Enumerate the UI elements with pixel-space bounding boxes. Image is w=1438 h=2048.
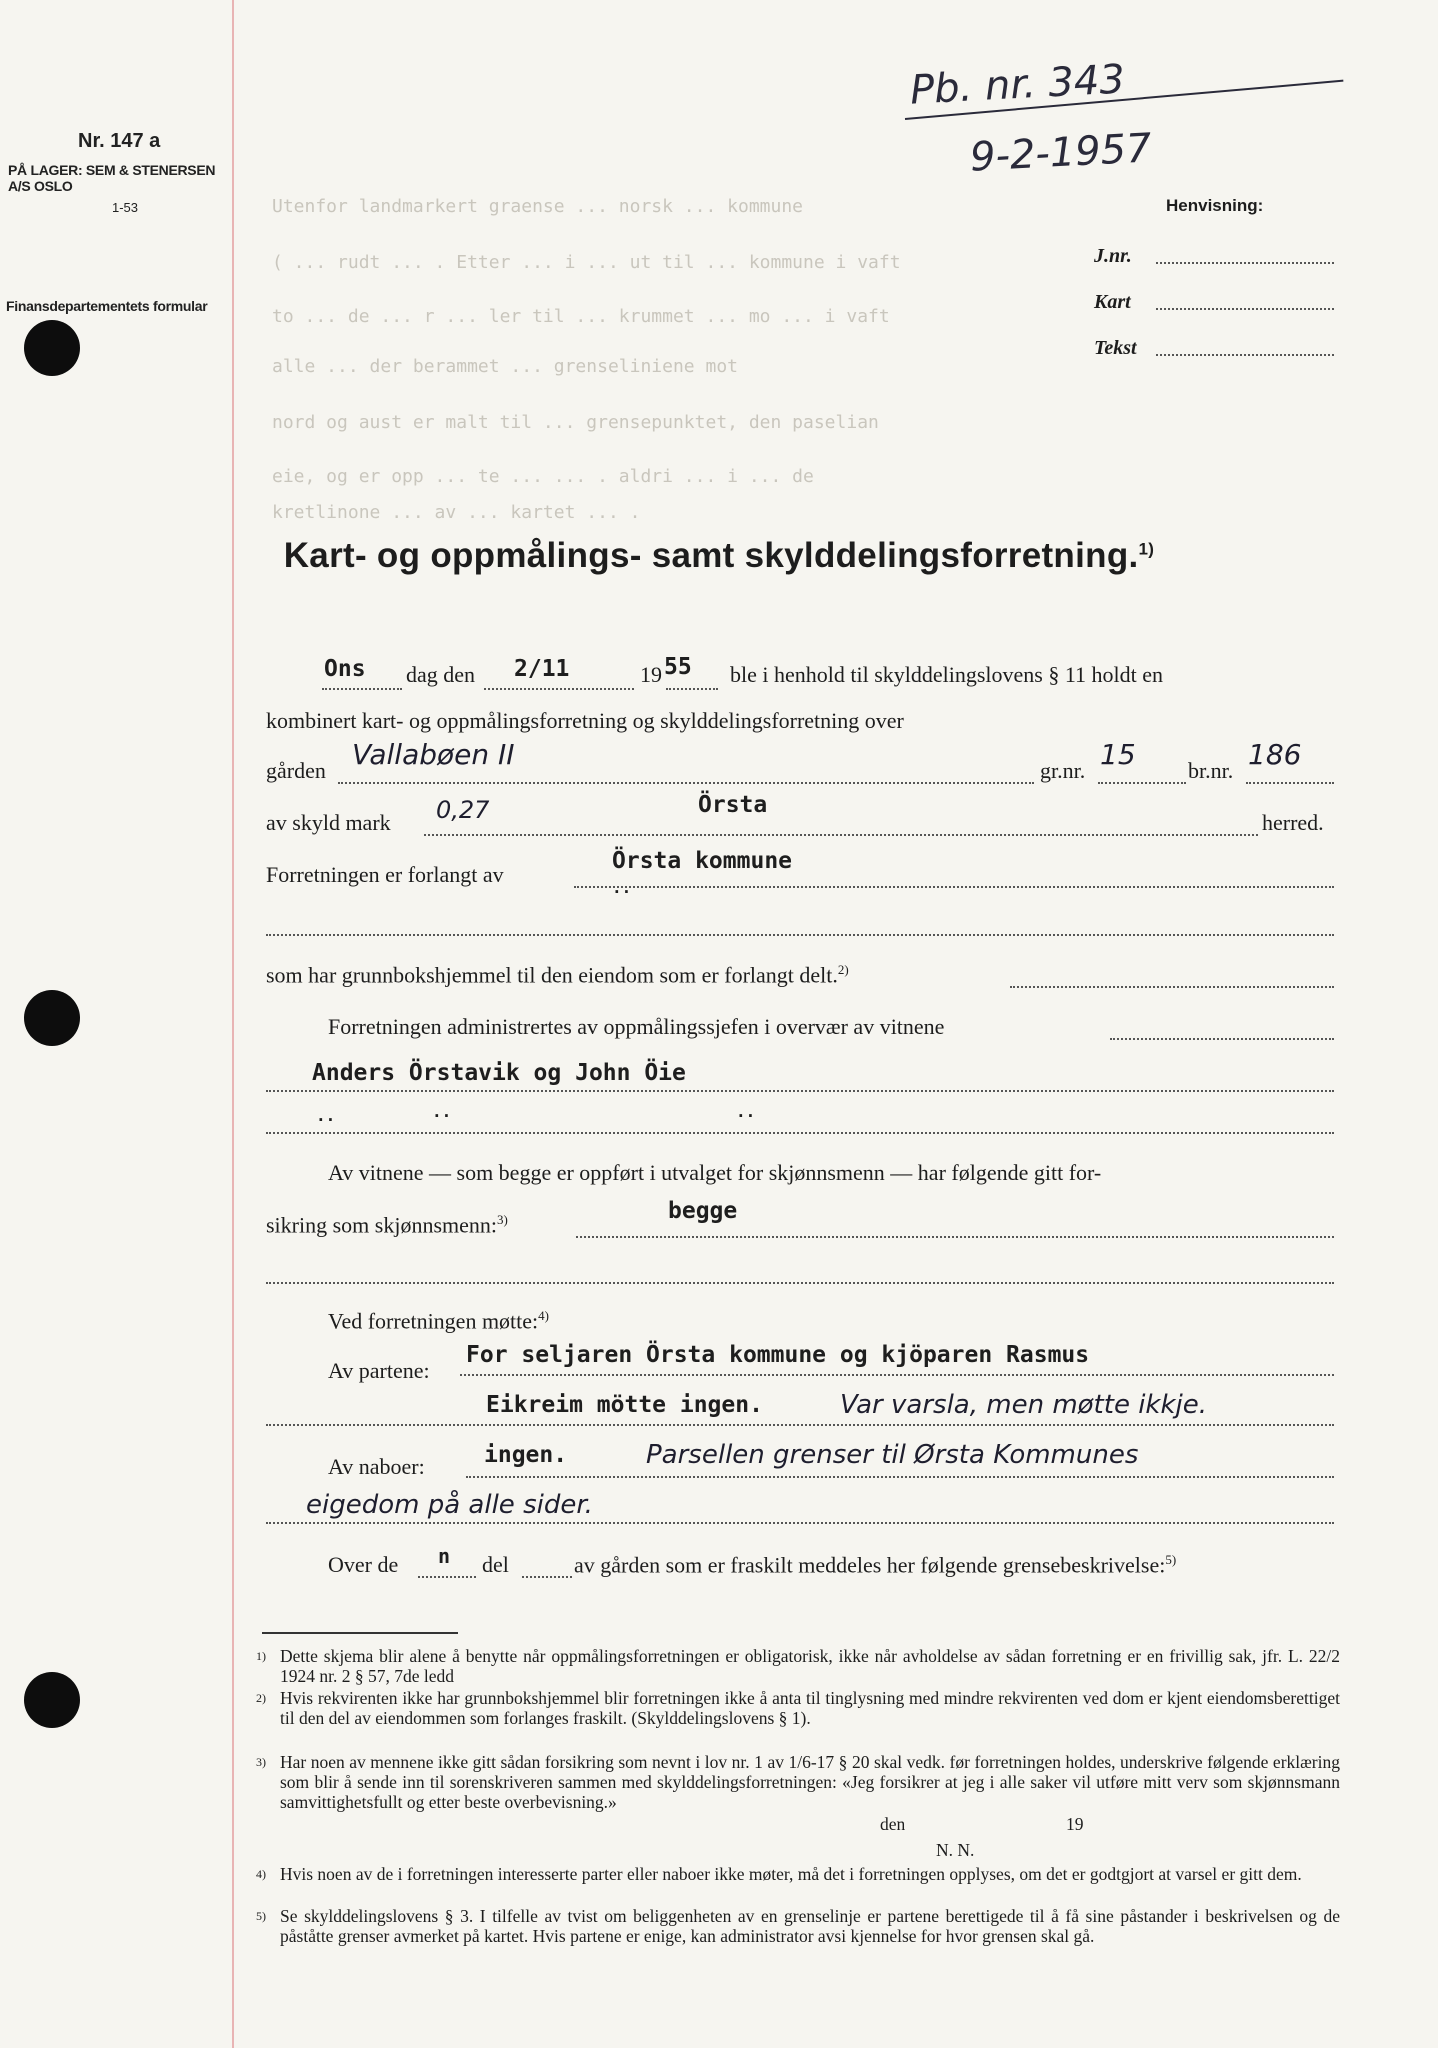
grnr-label: gr.nr. (1040, 758, 1086, 783)
ref-kart-label: Kart (1094, 291, 1131, 313)
forlangt-dots-2 (266, 934, 1334, 936)
vitner-value: Anders Örstavik og John Öie (312, 1060, 686, 1086)
ref-jnr-row (1094, 238, 1334, 268)
partene-label: Av partene: (328, 1358, 430, 1383)
forlangt-label: Forretningen er forlangt av (266, 862, 504, 887)
over-label: Over de (328, 1552, 399, 1577)
brnr-label: br.nr. (1188, 758, 1234, 783)
footnote (256, 1906, 1340, 1970)
skyld-dots (424, 834, 1258, 836)
grnr-dots (1098, 782, 1186, 784)
footnote-text: Har noen av mennene ikke gitt sådan forsikring som nevnt i lov nr. 1 av 1/6-17 § 20 skal vedk. før forretningen holdes, underskrive følgende erklæring som blir å sende inn til sorenskriveren sammen med skylddelingsforretningen: «Jeg forsikrer at jeg i alle saker vil utføre mitt verv som skjønnsmann samvittighetsfullt og etter beste overbevisning.» (280, 1752, 1340, 1812)
herred-label: herred. (1262, 810, 1324, 835)
over-rest-text: av gården som er fraskilt meddeles her følgende grensebeskrivelse: (574, 1552, 1166, 1578)
dag-den-label: dag den (406, 662, 476, 687)
brnr-value: 186 (1248, 738, 1302, 771)
footnote-number: 1) (256, 1649, 266, 1663)
partene-line1: For seljaren Örsta kommune og kjöparen Rasmus (466, 1342, 1090, 1368)
title-text: Kart- og oppmålings- samt skylddelingsforretning. (283, 536, 1139, 575)
punch-hole (24, 320, 80, 376)
garden-value: Vallabøen II (352, 738, 515, 771)
weekday-value: Ons (324, 656, 366, 682)
garden-dots (338, 782, 1034, 784)
partene-hw: Var varsla, men møtte ikkje. (840, 1390, 1208, 1420)
ref-jnr-dots (1156, 262, 1334, 264)
year-prefix: 19 (640, 662, 662, 687)
forsikring-line2 (266, 1212, 508, 1238)
footnote (256, 1688, 1340, 1752)
forlangt-ditto: .. (612, 878, 632, 897)
forsikring-line1: Av vitnene — som begge er oppført i utvalget for skjønnsmenn — har følgende gitt for- (328, 1160, 1102, 1185)
naboer-dots-2 (266, 1522, 1334, 1524)
naboer-hw2: eigedom på alle sider. (306, 1490, 593, 1520)
footnote-number: 2) (256, 1691, 266, 1705)
form-date: 1-53 (112, 200, 139, 215)
partene-dots (460, 1374, 1334, 1376)
footnote-number: 3) (256, 1755, 266, 1769)
herred-value: Örsta (698, 792, 768, 818)
year-dots (666, 688, 718, 690)
ref-kart-dots (1156, 308, 1334, 310)
ghost-text-line: Utenfor landmarkert graense ... norsk ... kommune (272, 196, 804, 217)
del-dots (522, 1576, 572, 1578)
forlangt-value: Örsta kommune (612, 848, 793, 874)
date-value: 2/11 (514, 656, 570, 682)
partene-line2: Eikreim mötte ingen. (486, 1392, 763, 1418)
ghost-text-line: eie, og er opp ... te ... ... . aldri ... i ... de (272, 466, 814, 487)
title-footnote-mark: 1) (1138, 539, 1155, 559)
motte-mark: 4) (538, 1308, 550, 1323)
form-number: Nr. 147 a (78, 130, 161, 152)
ghost-text-line: ( ... rudt ... . Etter ... i ... ut til ... kommune i vaft (272, 252, 901, 273)
reference-title: Henvisning: (1166, 196, 1264, 215)
publisher-line: PÅ LAGER: SEM & STENERSEN A/S OSLO (8, 162, 216, 194)
punch-hole (24, 990, 80, 1046)
footnote (256, 1752, 1340, 1862)
ghost-text-line: kretlinone ... av ... kartet ... . (272, 502, 641, 523)
ref-tekst-row (1094, 330, 1334, 360)
skyld-label: av skyld mark (266, 810, 391, 835)
page-title (0, 536, 1438, 576)
grunnbok-text: som har grunnbokshjemmel til den eiendom som er forlangt delt. (266, 962, 838, 988)
over-rest (574, 1552, 1176, 1578)
forsikring-value: begge (668, 1198, 738, 1224)
grunnbok-mark: 2) (837, 962, 849, 977)
footnote-den: den (880, 1814, 906, 1834)
intro-rest: ble i henhold til skylddelingslovens § 11 holdt en (730, 662, 1164, 687)
grunnbok-dots (1010, 986, 1334, 988)
forsikring-mark: 3) (497, 1212, 508, 1227)
footnote-text: Hvis noen av de i forretningen interesserte parter eller naboer ikke møter, må det i forretningen opplyses, om det er godtgjort at varsel er gitt dem. (280, 1864, 1302, 1884)
vitner-ditto: .. (316, 1106, 336, 1125)
intro-line2: kombinert kart- og oppmålingsforretning og skylddelingsforretning over (266, 708, 904, 733)
forsikring-dots (576, 1236, 1334, 1238)
form-label: Finansdepartementets formular (6, 298, 208, 314)
skyld-value: 0,27 (436, 796, 490, 824)
punch-hole (24, 1672, 80, 1728)
over-dots (418, 1576, 476, 1578)
administrert-dots (1110, 1038, 1334, 1040)
grunnbok-label (266, 962, 849, 988)
vitner-ditto: .. (736, 1102, 756, 1121)
footnote-text: Dette skjema blir alene å benytte når oppmålingsforretningen er obligatorisk, ikke når avholdelse av sådan forretning er en frivillig sak, jfr. L. 22/2 1924 nr. 2 § 57, 7de ledd (280, 1646, 1340, 1686)
partene-dots-2 (266, 1424, 1334, 1426)
vitner-dots-2 (266, 1132, 1334, 1134)
stamp-ref: Pb. nr. 343 (908, 56, 1126, 114)
footnote-year: 19 (1066, 1814, 1084, 1834)
footnote-text: Hvis rekvirenten ikke har grunnbokshjemmel blir forretningen ikke å anta til tinglysning med mindre rekvirenten ved dom er kjent eiendomsberettiget til den del av eiendommen som forlanges fraskilt. (Skylddelingslovens § 1). (280, 1688, 1340, 1728)
footnote (256, 1646, 1340, 1690)
footnote (256, 1864, 1340, 1908)
forsikring-dots-2 (266, 1282, 1334, 1284)
vitner-dots (266, 1090, 1334, 1092)
garden-label: gården (266, 758, 326, 783)
administrert-label: Forretningen administrertes av oppmålingssjefen i overvær av vitnene (328, 1014, 945, 1039)
ref-jnr-label: J.nr. (1094, 245, 1132, 267)
motte-text: Ved forretningen møtte: (328, 1308, 539, 1334)
ghost-text-line: alle ... der berammet ... grenseliniene mot (272, 356, 738, 377)
motte-label (328, 1308, 549, 1334)
year-suffix: 55 (664, 654, 692, 680)
over-mark: 5) (1165, 1552, 1177, 1567)
vitner-ditto: .. (432, 1102, 452, 1121)
stamp-date: 9-2-1957 (968, 125, 1153, 181)
del-label: del (482, 1552, 509, 1577)
ghost-text-line: nord og aust er malt til ... grensepunktet, den paselian (272, 412, 879, 433)
grnr-value: 15 (1100, 738, 1136, 771)
ref-kart-row (1094, 284, 1334, 314)
footnote-number: 5) (256, 1909, 266, 1923)
footnote-rule (262, 1632, 458, 1634)
naboer-hw1: Parsellen grenser til Ørsta Kommunes (646, 1440, 1139, 1470)
footnote-nn: N. N. (936, 1840, 975, 1860)
footnote-text: Se skylddelingslovens § 3. I tilfelle av tvist om beliggenheten av en grenselinje er partene berettigede til å få sine påstander i beskrivelsen og de påståtte grenser avmerket på kartet. Hvis partene er enige, kan administrator avsi kjennelse for hvor grensen skal gå. (280, 1906, 1340, 1946)
weekday-dots (322, 688, 402, 690)
date-dots (484, 688, 634, 690)
forsikring-text: sikring som skjønnsmenn: (266, 1212, 498, 1238)
brnr-dots (1246, 782, 1334, 784)
over-value: n (438, 1544, 451, 1568)
ghost-text-line: to ... de ... r ... ler til ... krummet ... mo ... i vaft (272, 306, 890, 327)
ref-tekst-label: Tekst (1094, 337, 1137, 359)
naboer-value: ingen. (484, 1442, 568, 1468)
naboer-label: Av naboer: (328, 1454, 425, 1479)
naboer-dots (466, 1476, 1334, 1478)
footnote-number: 4) (256, 1867, 266, 1881)
forlangt-dots (574, 886, 1334, 888)
ref-tekst-dots (1156, 354, 1334, 356)
